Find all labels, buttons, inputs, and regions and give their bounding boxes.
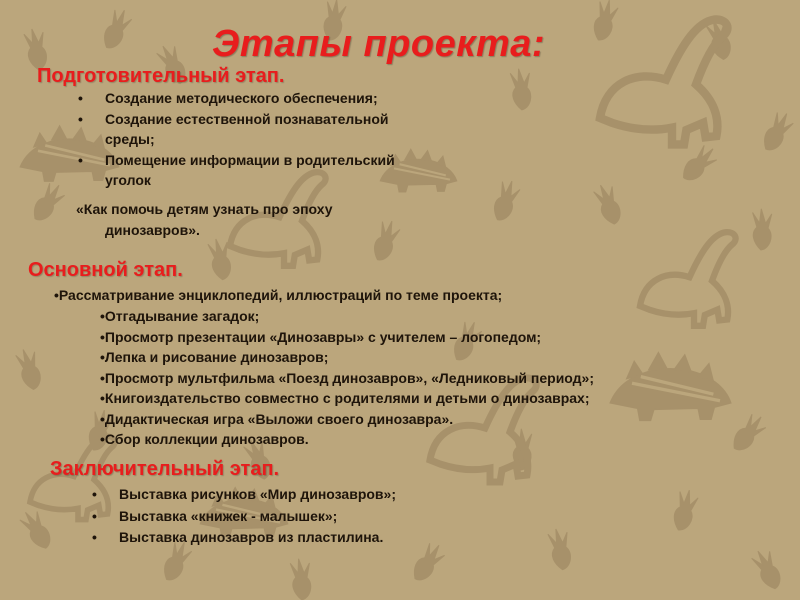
final-stage-heading: Заключительный этап. (50, 458, 280, 480)
list-item: •Дидактическая игра «Выложи своего динозавра». (100, 410, 454, 427)
list-item: • Выставка рисунков «Мир динозавров»; (92, 484, 592, 506)
list-item-text: уголок (105, 172, 151, 188)
list-item: • Выставка «книжек - малышек»; (92, 506, 592, 528)
quote-text: динозавров». (105, 221, 200, 238)
main-stage-first-item: •Рассматривание энциклопедий, иллюстраций по теме проекта; (54, 287, 503, 303)
list-item (78, 150, 478, 191)
list-item-text: Создание методического обеспечения; (105, 90, 378, 106)
list-item: •Просмотр мультфильма «Поезд динозавров», «Ледниковый период»; (100, 369, 595, 386)
list-item: •Отгадывание загадок; (100, 308, 260, 324)
list-item-text: среды; (105, 131, 155, 147)
list-item (78, 88, 478, 109)
list-item: •Сбор коллекции динозавров. (100, 431, 309, 447)
quote-text: «Как помочь детям узнать про эпоху (76, 201, 333, 217)
prep-stage-heading: Подготовительный этап. (37, 65, 285, 87)
list-item: •Книгоиздательство совместно с родителями и детьми о динозаврах; (100, 390, 590, 406)
prep-stage-list (78, 88, 478, 191)
list-item: •Лепка и рисование динозавров; (100, 349, 329, 365)
list-item-text: Помещение информации в родительский (105, 151, 395, 168)
list-item: •Просмотр презентации «Динозавры» с учителем – логопедом; (100, 328, 542, 345)
main-stage-heading: Основной этап. (28, 259, 183, 281)
final-stage-list (92, 484, 592, 549)
prep-stage-quote (76, 199, 416, 240)
list-item (78, 109, 478, 150)
list-item-text: Создание естественной познавательной (105, 110, 389, 127)
slide-title: Этапы проекта: (212, 23, 546, 65)
main-stage-list (100, 306, 750, 450)
list-item: • Выставка динозавров из пластилина. (92, 527, 592, 549)
